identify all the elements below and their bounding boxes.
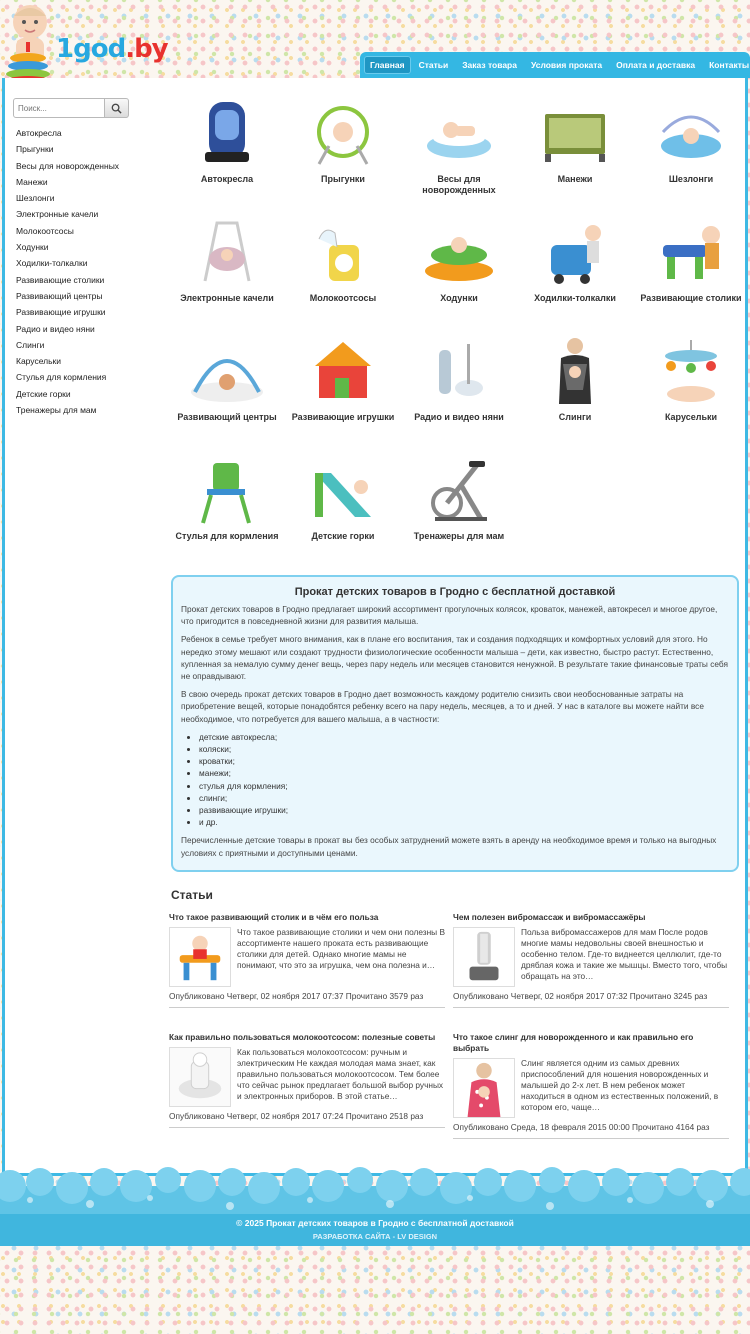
category-label[interactable]: Радио и видео няни bbox=[414, 412, 504, 422]
category-image[interactable] bbox=[189, 215, 265, 287]
baby-monitor-icon bbox=[421, 334, 497, 406]
playpen-icon bbox=[537, 96, 613, 168]
sidebar-item-playpens[interactable]: Манежи bbox=[16, 176, 48, 187]
article-card bbox=[453, 912, 729, 1008]
category-label[interactable]: Стулья для кормления bbox=[175, 531, 279, 541]
sidebar-item-baby-monitors[interactable]: Радио и видео няни bbox=[16, 323, 95, 334]
article-card bbox=[169, 912, 445, 1008]
exercise-bike-icon bbox=[421, 453, 497, 525]
sidebar-item-bouncers[interactable]: Шезлонги bbox=[16, 193, 55, 204]
activity-table-icon bbox=[653, 215, 729, 287]
category-card[interactable] bbox=[169, 96, 285, 185]
category-image[interactable] bbox=[305, 334, 381, 406]
category-label[interactable]: Ходилки-толкалки bbox=[534, 293, 616, 303]
activity-table-photo-icon[interactable] bbox=[169, 927, 231, 987]
list-item: • манежи; bbox=[199, 767, 729, 779]
category-card[interactable] bbox=[169, 453, 285, 542]
nav-rental-terms[interactable]: Условия проката bbox=[530, 60, 603, 70]
sidebar-item-swings[interactable]: Электронные качели bbox=[16, 209, 99, 220]
category-card[interactable] bbox=[285, 96, 401, 185]
nav-payment-delivery[interactable]: Оплата и доставка bbox=[616, 60, 696, 70]
article-excerpt: Как пользоваться молокоотсосом: ручным и электрическим Не каждая молодая мама знает, как правильно пользоваться молокоотсосом. Тем более что сейчас рынок предлагает большой выбор ручных и электронных приборов. В этой статье… bbox=[237, 1047, 444, 1101]
logo-text bbox=[56, 34, 168, 64]
category-label[interactable]: Ходунки bbox=[440, 293, 478, 303]
category-card[interactable] bbox=[517, 215, 633, 304]
about-paragraph-2: Ребенок в семье требует много внимания, как в плане его воспитания, так и создания подходящих и комфортных условий для этого. Но нередко этому мешают или создают трудности физиологические особенности малыша – дети, как известно, быстро растут. Естественно, купленная за немалую сумму денег вещь, через пару недель или месяцев становится ненужной. В результате такие финансовые траты себя не оправдывают. bbox=[181, 634, 728, 682]
article-meta: Опубликовано Четверг, 02 ноября 2017 07:37 Прочитано 3579 раз bbox=[169, 991, 445, 1008]
article-excerpt: Слинг является одним из самых древних приспособлений для ношения новорожденных и малышей до 2-х лет. В нем ребенок может находиться в одном из естественных положений, в котором его, чаще… bbox=[521, 1058, 719, 1112]
search-button[interactable] bbox=[105, 98, 129, 118]
sling-icon bbox=[537, 334, 613, 406]
sidebar-item-exercise-equipment[interactable]: Тренажеры для мам bbox=[16, 405, 97, 416]
category-card[interactable] bbox=[517, 96, 633, 185]
search-form bbox=[13, 98, 129, 118]
category-label[interactable]: Тренажеры для мам bbox=[413, 531, 505, 541]
category-card[interactable] bbox=[517, 334, 633, 423]
footer-copyright: © 2025 Прокат детских товаров в Гродно с бесплатной доставкой bbox=[236, 1218, 514, 1228]
footer-developer-link[interactable]: РАЗРАБОТКА САЙТА - LV DESIGN bbox=[312, 1232, 438, 1241]
sidebar-item-breast-pumps[interactable]: Молокоотсосы bbox=[16, 225, 74, 236]
push-walker-icon bbox=[537, 215, 613, 287]
category-image[interactable] bbox=[305, 215, 381, 287]
sidebar-item-jumpers[interactable]: Прыгунки bbox=[16, 144, 54, 155]
logo-text-domain: .by bbox=[125, 34, 168, 64]
breast-pump-photo-icon[interactable] bbox=[169, 1047, 231, 1107]
sidebar-item-play-centers[interactable]: Развивающий центры bbox=[16, 290, 103, 301]
category-image[interactable] bbox=[305, 96, 381, 168]
footer bbox=[0, 1214, 750, 1246]
list-item: • стулья для кормления; bbox=[199, 780, 729, 792]
toy-house-icon bbox=[305, 334, 381, 406]
category-image[interactable] bbox=[305, 453, 381, 525]
category-label[interactable]: Детские горки bbox=[311, 531, 375, 541]
category-label[interactable]: Молокоотсосы bbox=[309, 293, 377, 303]
sidebar-item-high-chairs[interactable]: Стулья для кормления bbox=[16, 372, 107, 383]
category-image[interactable] bbox=[653, 334, 729, 406]
article-title-link[interactable]: Как правильно пользоваться молокоотсосом: полезные советы bbox=[169, 1032, 436, 1042]
nav-home[interactable]: Главная bbox=[364, 56, 411, 74]
category-label[interactable]: Автокресла bbox=[200, 174, 254, 184]
list-item: • коляски; bbox=[199, 743, 729, 755]
category-card[interactable] bbox=[169, 334, 285, 423]
category-card[interactable] bbox=[401, 334, 517, 423]
sidebar-item-educational-toys[interactable]: Развивающие игрушки bbox=[16, 307, 106, 318]
category-card[interactable] bbox=[401, 453, 517, 542]
category-card[interactable] bbox=[633, 215, 749, 304]
search-icon bbox=[111, 103, 122, 114]
play-gym-icon bbox=[189, 334, 265, 406]
category-label[interactable]: Шезлонги bbox=[668, 174, 714, 184]
category-card[interactable] bbox=[285, 215, 401, 304]
search-input[interactable] bbox=[13, 98, 105, 118]
sidebar-item-walkers[interactable]: Ходунки bbox=[16, 242, 49, 253]
nav-articles[interactable]: Статьи bbox=[418, 60, 449, 70]
category-image[interactable] bbox=[189, 96, 265, 168]
article-title-link[interactable]: Что такое развивающий столик и в чём его польза bbox=[169, 912, 379, 922]
sidebar-item-push-walkers[interactable]: Ходилки-толкалки bbox=[16, 258, 88, 269]
list-item: • и др. bbox=[199, 816, 729, 828]
category-image[interactable] bbox=[421, 96, 497, 168]
list-item: • слинги; bbox=[199, 792, 729, 804]
category-image[interactable] bbox=[537, 334, 613, 406]
article-meta: Опубликовано Среда, 18 февраля 2015 00:00 Прочитано 4164 раз bbox=[453, 1122, 729, 1139]
category-card[interactable] bbox=[285, 334, 401, 423]
sling-photo-icon[interactable] bbox=[453, 1058, 515, 1118]
slide-icon bbox=[305, 453, 381, 525]
sidebar-item-slings[interactable]: Слинги bbox=[16, 339, 45, 350]
sidebar-item-activity-tables[interactable]: Развивающие столики bbox=[16, 274, 105, 285]
walker-icon bbox=[421, 215, 497, 287]
baby-scale-icon bbox=[421, 96, 497, 168]
category-card[interactable] bbox=[633, 96, 749, 185]
car-seat-icon bbox=[189, 96, 265, 168]
swing-icon bbox=[189, 215, 265, 287]
category-image[interactable] bbox=[189, 453, 265, 525]
about-product-list bbox=[199, 731, 729, 829]
list-item: • детские автокресла; bbox=[199, 731, 729, 743]
about-paragraph-4: Перечисленные детские товары в прокат вы без особых затруднений можете взять в аренду на необходимое время и только на выгодных условиях с приятными и доступными ценами. bbox=[181, 835, 717, 858]
category-label[interactable]: Прыгунки bbox=[321, 174, 365, 184]
list-item: • развивающие игрушки; bbox=[199, 804, 729, 816]
category-label[interactable]: Слинги bbox=[558, 412, 592, 422]
list-item: • кроватки; bbox=[199, 755, 729, 767]
articles-heading: Статьи bbox=[171, 888, 213, 902]
category-label[interactable]: Развивающие игрушки bbox=[291, 412, 395, 422]
sidebar-item-slides[interactable]: Детские горки bbox=[16, 388, 71, 399]
category-card[interactable] bbox=[401, 96, 517, 195]
category-label[interactable]: Весы для новорожденных bbox=[422, 174, 496, 195]
article-card bbox=[169, 1032, 445, 1128]
category-image[interactable] bbox=[421, 215, 497, 287]
sidebar-item-mobiles[interactable]: Карусельки bbox=[16, 356, 62, 367]
logo-text-main: 1god bbox=[56, 34, 126, 64]
bouncer-icon bbox=[653, 96, 729, 168]
footer-bubbles-decoration bbox=[0, 1160, 750, 1220]
article-meta: Опубликовано Четверг, 02 ноября 2017 07:24 Прочитано 2518 раз bbox=[169, 1111, 445, 1128]
vibro-massager-photo-icon[interactable] bbox=[453, 927, 515, 987]
article-title-link[interactable]: Что такое слинг для новорожденного и как правильно его выбрать bbox=[453, 1032, 694, 1053]
jumper-icon bbox=[305, 96, 381, 168]
about-paragraph-1: Прокат детских товаров в Гродно предлагает широкий ассортимент прогулочных колясок, кроваток, манежей, автокресел и многое другое, что пригодится в повседневной жизни для развития малыша. bbox=[181, 604, 718, 627]
nav-order[interactable]: Заказ товара bbox=[462, 60, 517, 70]
category-card[interactable] bbox=[169, 215, 285, 304]
category-label[interactable]: Электронные качели bbox=[180, 293, 274, 303]
category-image[interactable] bbox=[189, 334, 265, 406]
category-image[interactable] bbox=[537, 215, 613, 287]
category-image[interactable] bbox=[421, 334, 497, 406]
category-card[interactable] bbox=[285, 453, 401, 542]
high-chair-icon bbox=[189, 453, 265, 525]
about-rental-box bbox=[171, 575, 739, 872]
main-nav bbox=[360, 52, 750, 78]
article-title-link[interactable]: Чем полезен вибромассаж и вибромассажёры bbox=[453, 912, 646, 922]
category-label[interactable]: Манежи bbox=[557, 174, 593, 184]
category-image[interactable] bbox=[653, 96, 729, 168]
main-panel bbox=[2, 78, 748, 1176]
category-label[interactable]: Развивающие столики bbox=[640, 293, 742, 303]
article-meta: Опубликовано Четверг, 02 ноября 2017 07:32 Прочитано 3245 раз bbox=[453, 991, 729, 1008]
article-excerpt: Польза вибромассажеров для мам После родов многие мамы недовольны своей внешностью и особенно телом. Где-то виднеется целлюлит, где-то дряблая кожа и такие же мышцы. Вместо того, чтобы обращать на это… bbox=[521, 927, 728, 981]
category-card[interactable] bbox=[633, 334, 749, 423]
sidebar-item-baby-scales[interactable]: Весы для новорожденных bbox=[16, 160, 120, 171]
category-image[interactable] bbox=[421, 453, 497, 525]
sidebar-category-list bbox=[16, 125, 119, 418]
category-card[interactable] bbox=[401, 215, 517, 304]
breast-pump-icon bbox=[305, 215, 381, 287]
category-label[interactable]: Развивающий центры bbox=[177, 412, 277, 422]
article-card bbox=[453, 1032, 729, 1139]
mobile-icon bbox=[653, 334, 729, 406]
article-excerpt: Что такое развивающие столики и чем они полезны В ассортименте нашего проката есть развивающие столики для детей. Однако многие мамы не понимают, что это за игрушка, чем она полезна и… bbox=[237, 927, 445, 970]
about-paragraph-3: В свою очередь прокат детских товаров в Гродно дает возможность каждому родителю снизить свои необоснованные затраты на приобретение вещей, которые понадобятся ребенку всего на пару недель, месяцев, а то и дней. У нас в каталоге вы можете найти все необходимое, что потребуется для вашего малыша, а в частности: bbox=[181, 689, 704, 724]
about-title: Прокат детских товаров в Гродно с бесплатной доставкой bbox=[294, 586, 616, 598]
nav-contacts[interactable]: Контакты bbox=[709, 60, 750, 70]
category-image[interactable] bbox=[653, 215, 729, 287]
category-label[interactable]: Карусельки bbox=[664, 412, 718, 422]
category-image[interactable] bbox=[537, 96, 613, 168]
sidebar-item-car-seats[interactable]: Автокресла bbox=[16, 128, 62, 138]
